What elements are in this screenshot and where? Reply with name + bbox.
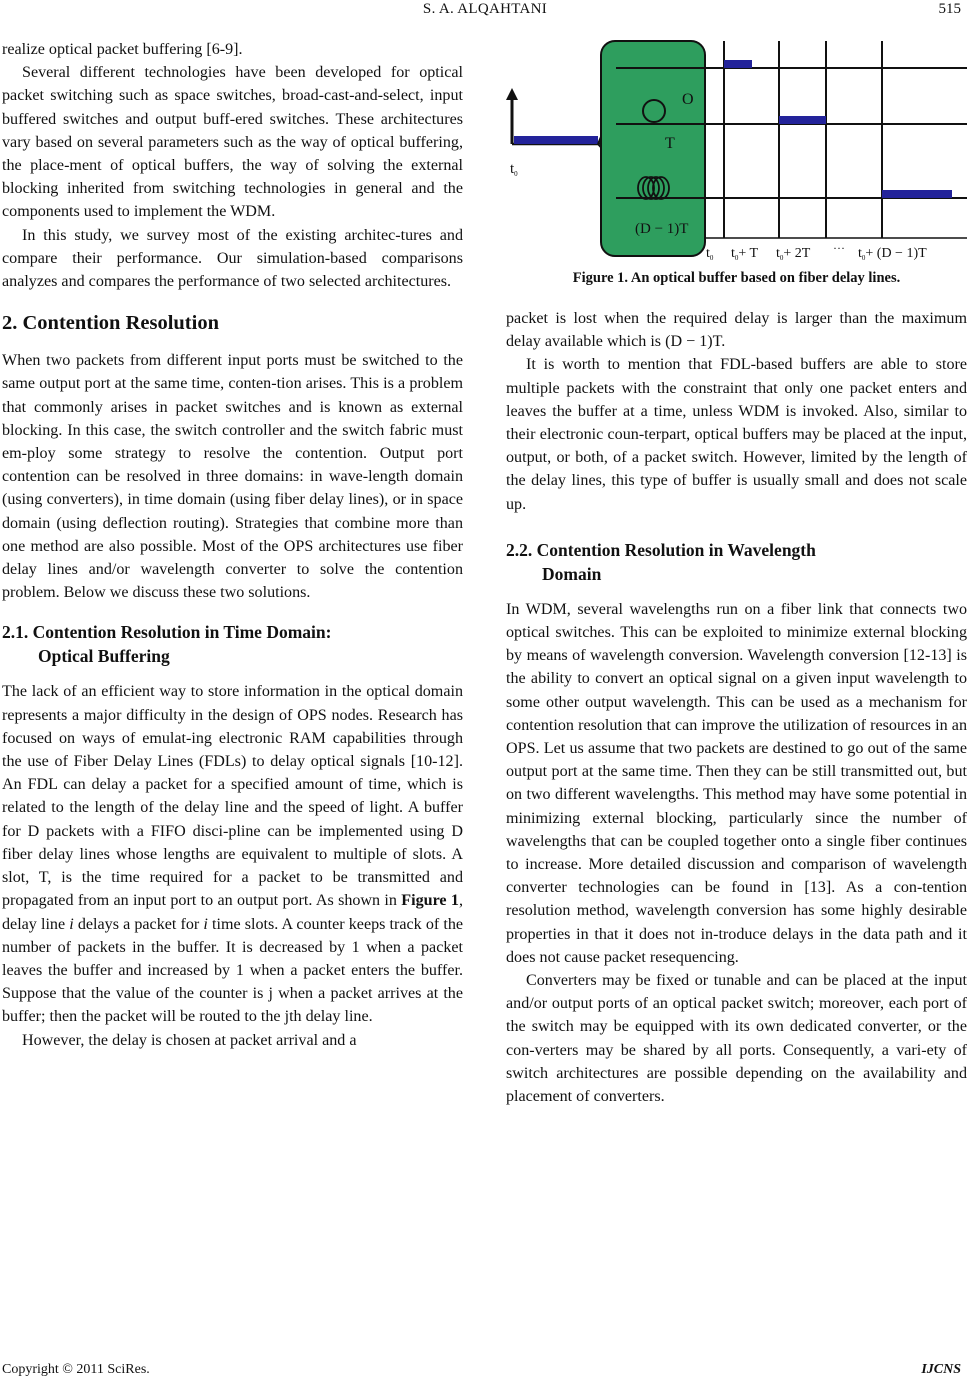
subsection-heading-line: 2.1. Contention Resolution in Time Domain: [2,622,332,643]
subsection-heading-line: Domain [542,563,602,584]
text-run: , delay line [2,892,463,933]
figure-1 [506,38,967,287]
math-variable: i [203,915,208,933]
math-variable: i [69,915,74,933]
figure-reference-link[interactable]: Figure 1 [401,892,459,910]
arrow-up-icon [506,88,518,100]
paragraph: In WDM, several wavelengths run on a fiber link that connects two optical switches. This can be exploited to minimize external blocking by means of wavelength conversion. Wavelength conversion [12-13] is the ability to convert an optical signal on a given input wavelength to some other output wavelength. This can be used as a mechanism for contention resolution that can improve the utilization of resources in an OPS. Let us assume that two packets are destined to go out of the same output port at the same time. Then they can be still transmitted out, but on two different wavelengths. This method may have some potential in minimizing external blocking, particularly since the number of wavelengths that can be coupled together onto a single fiber continues to increase. More detailed discussion and comparison of wavelength converter technologies can be found in [13]. As a con-tention resolution method, wavelength conversion has some highly desirable properties in that it does not in-troduce delays in the data path and it does not cause packet resequencing. [506,600,967,966]
paragraph: packet is lost when the required delay is larger than the maximum delay available which is (D − 1)T. [506,310,967,351]
subsection-heading-line: 2.2. Contention Resolution in Wavelength [506,539,816,560]
page-number: 515 [938,1,961,17]
subsection-heading [506,538,967,586]
delay-label-T: T [665,135,675,152]
text-run: delays a packet for [73,915,204,933]
left-column [2,38,463,1052]
subsection-heading-line: Optical Buffering [38,646,170,667]
paragraph [2,680,463,1028]
paragraph: In this study, we survey most of the existing architec-tures and compare their performance. Our simulation-based comparisons analyzes and compares the performance of two selected architectures. [2,226,463,291]
fdl-buffer-diagram [506,38,967,264]
paragraph: Converters may be fixed or tunable and can be placed at the input and/or output ports of an optical packet switch; moreover, each port of the switch may be equipped with its own dedicated converter, or the con-verters may be shared by all ports. Consequently, a vari-ety of switch architectures are possible depending on the availability and placement of converters. [506,972,967,1106]
axis-label-t0-plus-DT: $t_0+ (D - 1)T$ [858,246,927,262]
right-column [506,38,967,1108]
figure-caption: Figure 1. An optical buffer based on fiber delay lines. [572,270,901,286]
section-heading: 2. Contention Resolution [2,312,219,335]
text-run: time slots. A counter keeps track of the number of packets in the buffer. It is decreased by 1 when a packet leaves the buffer and increased by 1 when a packet enters the buffer. Suppose that the value of the counter is j when a packet arrives at the buffer; then the packet will be routed to the jth delay line. [2,915,464,1026]
paragraph: It is worth to mention that FDL-based buffers are able to store multiple packets with the constraint that only one packet enters and leaves the buffer at a time, unless WDM is invoked. Also, similar to their electronic coun-terpart, optical buffers may be placed at the input, output, or both, of a packet switch. However, limited by the length of the delay lines, this type of buffer is usually small and does not scale up. [506,356,967,513]
output-packet [724,60,752,68]
input-packet [514,136,598,144]
output-packet [882,190,952,198]
text-run: The lack of an efficient way to store information in the optical domain represents a major difficulty in the design of OPS nodes. Research has focused on ways of emulat-ing electronic RAM capabilities through the use of Fiber Delay Lines (FDLs) to delay optical signals [10-12]. An FDL can delay a packet for a specified amount of time, which is related to the length of the delay line and the speed of light. A buffer for D packets with a FIFO disci-pline can be implemented using D fiber delay lines whose lengths are equivalent to multiple of slots. A slot, T, is the time required for a packet to be transmitted and propagated from an input port to an output port. As shown in [2,683,463,910]
output-packet [779,116,826,124]
axis-label-t0: $t_0$ [706,246,714,262]
input-time-label: $t_0$ [510,161,518,178]
subsection-heading [2,620,463,668]
paragraph: Several different technologies have been developed for optical packet switching such as space switches, broad-cast-and-select, input buffered switches and output buff-ered switches. These architectures vary based on several parameters such as the way of optical buffering, the place-ment of optical buffers, the way of solving the external blocking inherited from switching technologies in general and the components used to implement the WDM. [2,64,463,221]
delay-label-zero: O [682,91,694,108]
paragraph: However, the delay is chosen at packet arrival and a [22,1031,357,1049]
axis-label-ellipsis: ··· [833,241,845,255]
paragraph: realize optical packet buffering [6-9]. [2,41,243,58]
delay-label-DT: (D − 1)T [635,221,689,237]
page-header [0,0,970,26]
running-head-author: S. A. ALQAHTANI [422,1,548,17]
axis-label-t0-plus-2T: $t_0+ 2T$ [776,246,811,262]
journal-name: IJCNS [921,1362,961,1377]
paragraph: When two packets from different input ports must be switched to the same output port at the same time, conten-tion arises. This is a problem that commonly arises in packet switches and is known as external blocking. In this case, the switch controller and the switch fabric must em-ploy some strategy to resolve the contention. Output port contention can be resolved in three domains: in wave-length domain (using converters), in time domain (using fiber delay lines), or in space domain (using deflection routing). Strategies that combine more than one method are also possible. Most of the OPS architectures use fiber delay lines and/or wavelength converter to solve the contention problem. Below we discuss these two solutions. [2,352,463,602]
copyright-notice: Copyright © 2011 SciRes. [2,1362,150,1377]
axis-label-t0-plus-T: $t_0+ T$ [731,246,759,262]
